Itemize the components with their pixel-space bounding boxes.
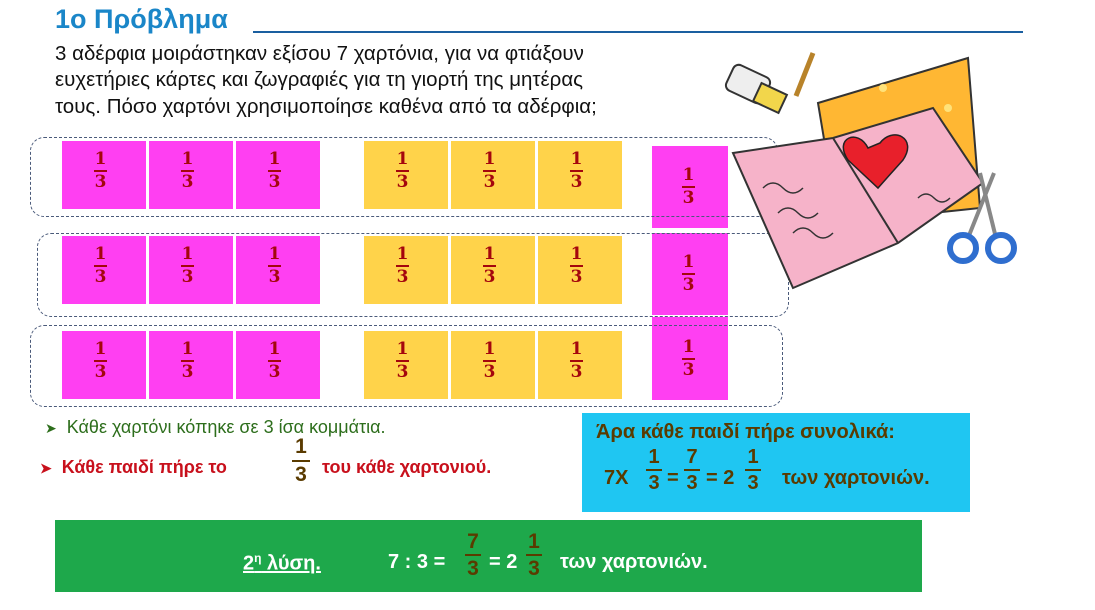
fraction-numerator: 1 [483,339,496,359]
second-solution-equals: = 2 [489,551,518,573]
fraction-numerator: 1 [94,244,107,264]
fraction-numerator: 1 [570,149,583,169]
fraction-numerator: 1 [396,149,409,169]
fraction-denominator: 3 [570,172,583,192]
problem-line-1: 3 αδέρφια μοιράστηκαν εξίσου 7 χαρτόνια, για να φτιάξουν [55,42,584,65]
conclusion-tail: των χαρτονιών. [782,467,930,489]
fraction-denominator: 3 [570,362,583,382]
fraction-numerator: 1 [682,165,695,185]
fraction-numerator: 1 [268,339,281,359]
fraction-denominator: 3 [682,188,695,208]
fraction-denominator: 3 [467,557,479,581]
fraction-denominator: 3 [94,362,107,382]
fraction-denominator: 3 [268,172,281,192]
second-solution-label [243,551,321,576]
fraction-numerator: 1 [268,149,281,169]
bullet-pieces [45,417,386,438]
fraction-numerator: 1 [94,339,107,359]
fraction-numerator: 1 [648,446,660,468]
second-solution-box [55,520,922,592]
fraction-numerator: 1 [181,149,194,169]
bullet-share-after: του κάθε χαρτονιού. [322,457,492,477]
title-underline [253,31,1023,33]
fraction-denominator: 3 [483,172,496,192]
fraction-denominator: 3 [396,267,409,287]
label-superscript: η [254,551,262,565]
second-solution-tail: των χαρτονιών. [560,551,708,573]
fraction-denominator: 3 [94,172,107,192]
fraction-numerator: 1 [682,252,695,272]
fraction-denominator: 3 [682,359,695,380]
fraction-numerator: 7 [467,530,479,553]
fraction-numerator: 1 [570,339,583,359]
fraction-denominator: 3 [570,267,583,287]
fraction-denominator: 3 [483,362,496,382]
fraction-denominator: 3 [682,275,695,295]
fraction-numerator: 1 [94,149,107,169]
problem-line-2: ευχετήριες κάρτες και ζωγραφιές για τη γιορτή της μητέρας [55,68,584,91]
child-3-group-outline [30,325,783,407]
greeting-card-crafts-icon [718,48,1038,310]
fraction-denominator: 3 [295,463,307,487]
fraction-numerator: 1 [295,435,307,458]
conclusion-fraction-1 [646,446,662,494]
conclusion-equals-2: = 2 [706,467,735,489]
fraction-denominator: 3 [181,362,194,382]
fraction-numerator: 1 [181,339,194,359]
fraction-denominator: 3 [528,557,540,581]
fraction-denominator: 3 [181,267,194,287]
conclusion-fraction-3 [745,446,761,494]
fraction-denominator: 3 [396,172,409,192]
fraction-numerator: 1 [483,149,496,169]
page-title: 1ο Πρόβλημα [55,4,228,34]
fraction-numerator: 1 [396,244,409,264]
fraction-denominator: 3 [181,172,194,192]
child-2-group-outline [37,233,789,317]
fraction-numerator: 1 [181,244,194,264]
bullet-pieces-text: Κάθε χαρτόνι κόπηκε σε 3 ίσα κομμάτια. [66,417,386,437]
label-text: λύση. [261,552,321,575]
second-solution-fraction-1 [465,530,481,580]
bullet-share [40,457,227,478]
fraction-denominator: 3 [268,362,281,382]
conclusion-lead: 7Χ [604,467,629,489]
fraction-numerator: 1 [483,244,496,264]
conclusion-fraction-2 [684,446,700,494]
fraction-denominator: 3 [483,267,496,287]
fraction-numerator: 1 [528,530,540,553]
fraction-denominator: 3 [747,472,759,495]
fraction-numerator: 1 [682,336,695,357]
bullet-share-fraction [292,435,310,487]
fraction-numerator: 1 [747,446,759,468]
bullet-share-before: Κάθε παιδί πήρε το [61,457,227,477]
triangle-right-icon: ➤ [45,420,57,436]
fraction-numerator: 1 [268,244,281,264]
second-solution-fraction-2 [526,530,542,580]
second-solution-expression: 7 : 3 = [388,551,446,573]
fraction-denominator: 3 [396,362,409,382]
triangle-right-icon: ➤ [40,460,52,476]
fraction-denominator: 3 [94,267,107,287]
child-1-group-outline [30,137,778,217]
fraction-numerator: 1 [570,244,583,264]
fraction-numerator: 7 [686,446,698,468]
fraction-denominator: 3 [686,472,698,495]
conclusion-box [582,413,970,512]
fraction-numerator: 1 [396,339,409,359]
fraction-denominator: 3 [648,472,660,495]
problem-line-3: τους. Πόσο χαρτόνι χρησιμοποίησε καθένα από τα αδέρφια; [55,95,597,118]
fraction-denominator: 3 [268,267,281,287]
conclusion-equals-1: = [667,467,679,489]
label-number: 2 [243,552,255,575]
conclusion-heading: Άρα κάθε παιδί πήρε συνολικά: [596,421,895,443]
